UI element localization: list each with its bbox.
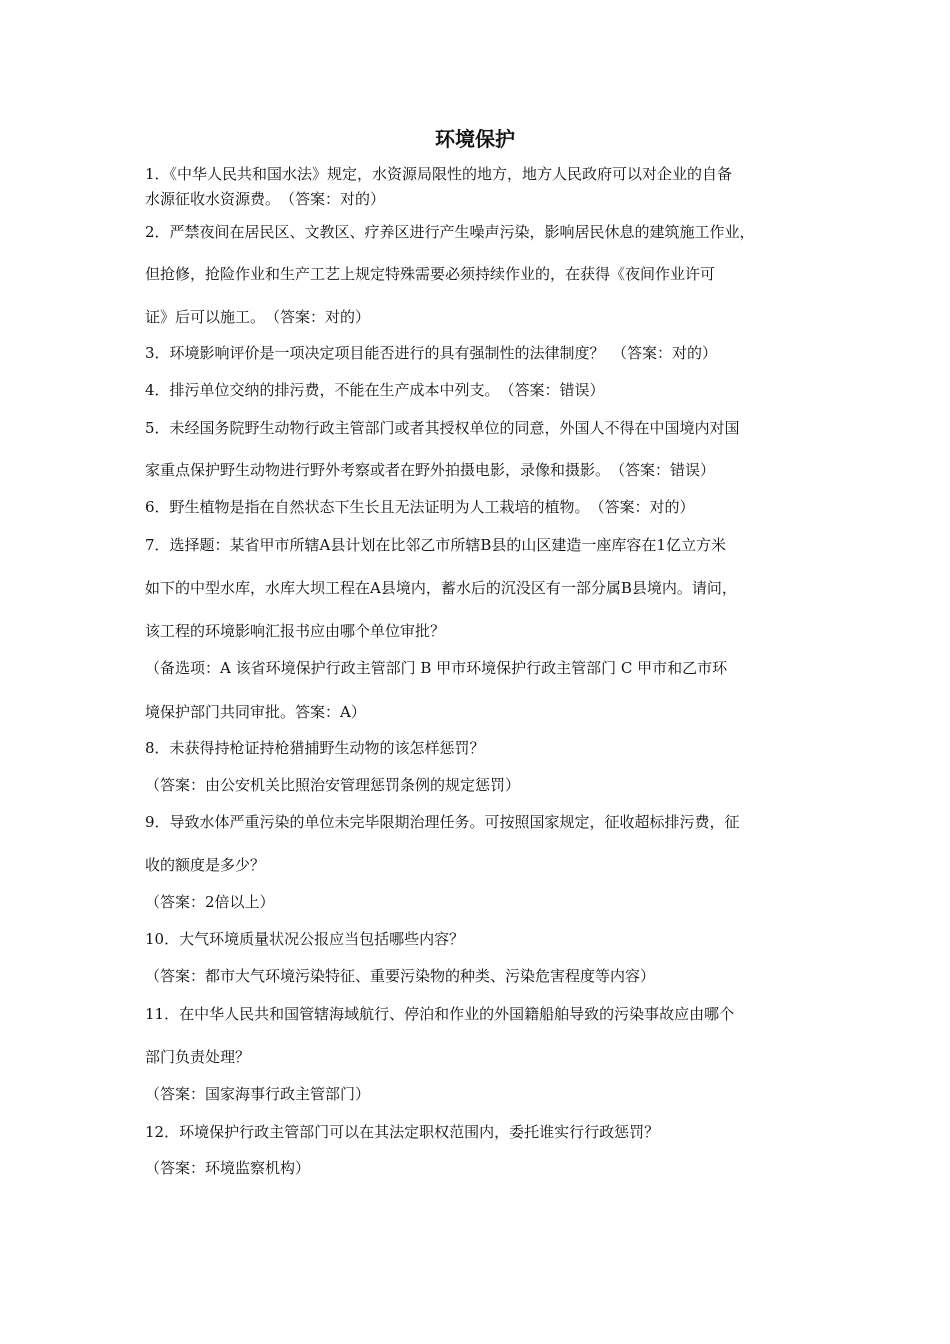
text-line-q4: 4．排污单位交纳的排污费，不能在生产成本中列支。 （答案：错误） bbox=[145, 381, 605, 399]
text-line-q9c: （答案：2倍以上） bbox=[145, 893, 275, 911]
text-line-q10a: 10．大气环境质量状况公报应当包括哪些内容？ bbox=[145, 930, 465, 948]
text-line-q10b: （答案：都市大气环境污染特征、重要污染物的种类、污染危害程度等内容） bbox=[145, 967, 656, 985]
text-line-q8b: （答案：由公安机关比照治安管理惩罚条例的规定惩罚） bbox=[145, 776, 521, 794]
text-line-q7e: 境保护部门共同审批。答案：A） bbox=[145, 703, 366, 721]
text-line-q9a: 9．导致水体严重污染的单位未完毕限期治理任务。可按照国家规定，征收超标排污费，征 bbox=[145, 813, 740, 831]
text-line-q11a: 11．在中华人民共和国管辖海域航行、停泊和作业的外国籍船舶导致的污染事故应由哪个 bbox=[145, 1005, 735, 1023]
text-line-q2a: 2．严禁夜间在居民区、文教区、疗养区进行产生噪声污染，影响居民休息的建筑施工作业， bbox=[145, 223, 755, 241]
text-line-q12a: 12．环境保护行政主管部门可以在其法定职权范围内，委托谁实行行政惩罚？ bbox=[145, 1123, 660, 1141]
text-line-q3: 3．环境影响评价是一项决定项目能否进行的具有强制性的法律制度？ （答案：对的） bbox=[145, 344, 718, 362]
text-line-q2c: 证》后可以施工。 （答案：对的） bbox=[145, 308, 371, 326]
text-line-q11c: （答案：国家海事行政主管部门） bbox=[145, 1085, 371, 1103]
text-line-q12b: （答案：环境监察机构） bbox=[145, 1159, 311, 1177]
text-line-q1a: 1．《中华人民共和国水法》规定，水资源局限性的地方，地方人民政府可以对企业的自备 bbox=[145, 165, 733, 183]
text-line-q7c: 该工程的环境影响汇报书应由哪个单位审批？ bbox=[145, 622, 446, 640]
text-line-q2b: 但抢修，抢险作业和生产工艺上规定特殊需要必须持续作业的，在获得《夜间作业许可 bbox=[145, 265, 716, 283]
text-line-q5b: 家重点保护野生动物进行野外考察或者在野外拍摄电影，录像和摄影。 （答案：错误） bbox=[145, 461, 716, 479]
text-line-q6: 6．野生植物是指在自然状态下生长且无法证明为人工栽培的植物。 （答案：对的） bbox=[145, 498, 695, 516]
text-line-q7a: 7．选择题：某省甲市所辖A县计划在比邻乙市所辖B县的山区建造一座库容在1亿立方米 bbox=[145, 536, 726, 554]
text-line-q7b: 如下的中型水库，水库大坝工程在A县境内，蓄水后的沉没区有一部分属B县境内。请问， bbox=[145, 579, 737, 597]
text-line-q7d: （备选项：A 该省环境保护行政主管部门 B 甲市环境保护行政主管部门 C 甲市和乙市环 bbox=[145, 659, 728, 677]
text-line-q8a: 8．未获得持枪证持枪猎捕野生动物的该怎样惩罚？ bbox=[145, 739, 485, 757]
text-line-q1b: 水源征收水资源费。 （答案：对的） bbox=[145, 190, 386, 208]
text-line-q9b: 收的额度是多少？ bbox=[145, 856, 266, 874]
page-title: 环境保护 bbox=[435, 127, 515, 151]
text-line-q11b: 部门负责处理？ bbox=[145, 1048, 251, 1066]
text-line-q5a: 5．未经国务院野生动物行政主管部门或者其授权单位的同意，外国人不得在中国境内对国 bbox=[145, 419, 740, 437]
